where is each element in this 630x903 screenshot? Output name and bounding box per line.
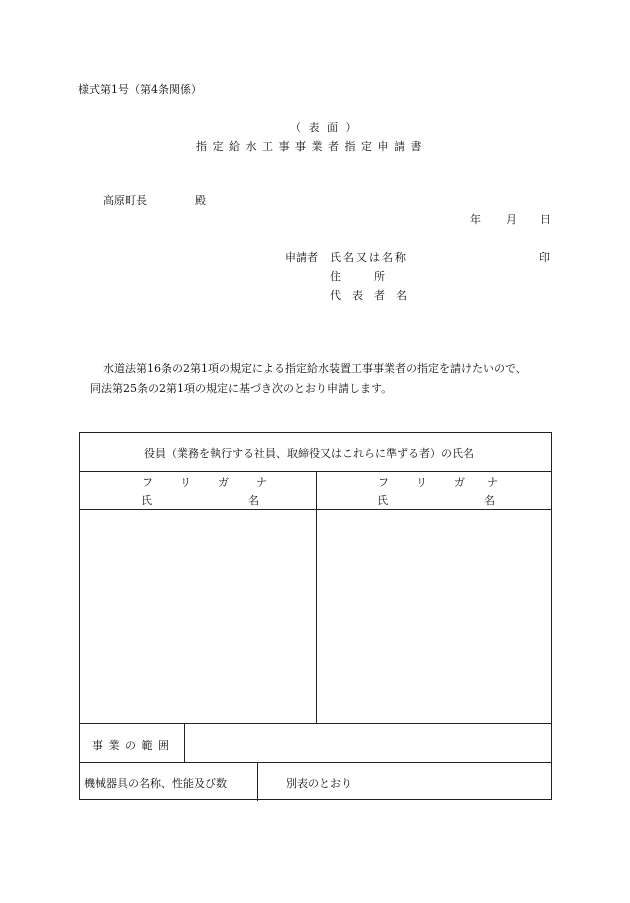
applicant-address-label: 住 所 xyxy=(330,270,385,283)
side-label: （ 表 面 ） xyxy=(290,121,359,134)
officers-header: 役員（業務を執行する社員、取締役又はこれらに準ずる者）の氏名 xyxy=(144,447,474,460)
name-label-char: 氏 xyxy=(141,494,152,507)
furigana-char: リ xyxy=(180,476,191,489)
furigana-char: ナ xyxy=(256,476,267,489)
applicant-label: 申請者 xyxy=(285,251,318,264)
addressee-name: 高原町長 xyxy=(103,194,147,207)
table-divider xyxy=(80,762,551,763)
equipment-label: 機械器具の名称、性能及び数 xyxy=(84,777,227,790)
name-label-char: 名 xyxy=(248,494,259,507)
date-month: 月 xyxy=(506,213,517,226)
officers-table xyxy=(79,432,552,800)
date-year: 年 xyxy=(470,213,481,226)
applicant-representative-label: 代 表 者 名 xyxy=(330,289,407,302)
furigana-char: ナ xyxy=(487,476,498,489)
form-number: 様式第1号（第4条関係） xyxy=(78,83,202,96)
business-scope-label: 事 業 の 範 囲 xyxy=(92,739,170,752)
furigana-char: フ xyxy=(378,476,389,489)
name-label-char: 名 xyxy=(484,494,495,507)
addressee-honorific: 殿 xyxy=(195,194,206,207)
applicant-name-label: 氏名又は名称 xyxy=(330,251,408,264)
seal-mark: 印 xyxy=(539,251,550,264)
table-column-divider xyxy=(316,471,317,723)
body-line-1: 水道法第16条の2第1項の規定による指定給水装置工事事業者の指定を請けたいので、 xyxy=(103,362,527,375)
furigana-char: ガ xyxy=(454,476,465,489)
furigana-char: フ xyxy=(142,476,153,489)
table-column-divider xyxy=(257,762,258,801)
furigana-char: ガ xyxy=(218,476,229,489)
date-day: 日 xyxy=(540,213,551,226)
page-title: 指 定 給 水 工 事 事 業 者 指 定 申 請 書 xyxy=(196,140,423,153)
furigana-char: リ xyxy=(416,476,427,489)
table-column-divider xyxy=(184,723,185,762)
equipment-value: 別表のとおり xyxy=(286,777,352,790)
name-label-char: 氏 xyxy=(377,494,388,507)
body-line-2: 同法第25条の2第1項の規定に基づき次のとおり申請します。 xyxy=(90,382,393,395)
table-divider xyxy=(80,723,551,724)
